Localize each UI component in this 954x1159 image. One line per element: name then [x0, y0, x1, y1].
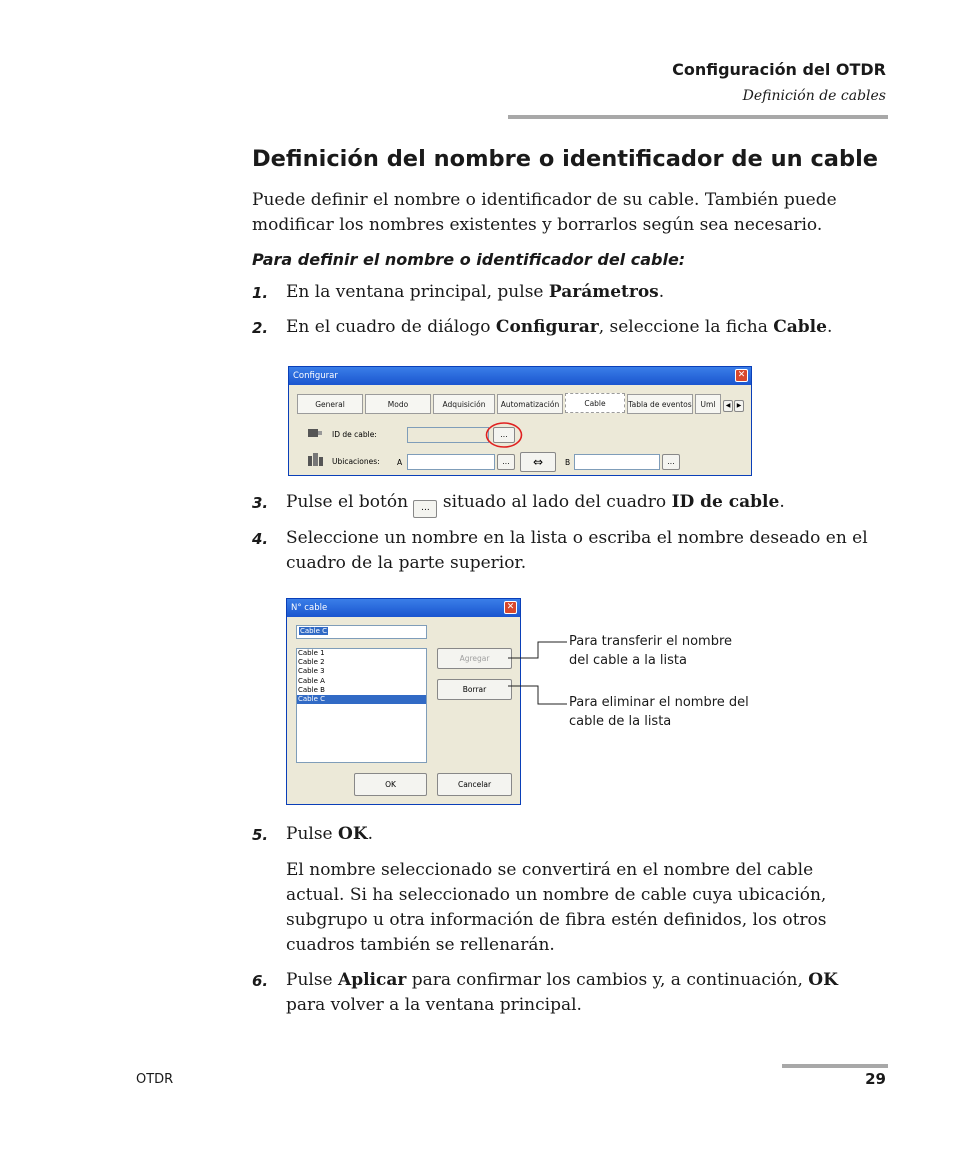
step-2-text: En el cuadro de diálogo Configurar, seleccione la ficha Cable. [286, 317, 833, 337]
inline-browse-button: ... [413, 500, 437, 518]
list-item[interactable]: Cable 3 [298, 667, 325, 676]
callout-delete-line-1: Para eliminar el nombre del [569, 695, 749, 710]
step-1-text: En la ventana principal, pulse Parámetros. [286, 282, 665, 302]
callout-leader-lines [505, 636, 575, 712]
step-4-text: Seleccione un nombre en la lista o escriba el nombre deseado en el cuadro de la parte superior. [286, 528, 868, 573]
tab-automatizacion[interactable]: Automatización [497, 394, 563, 414]
step-5-note: El nombre seleccionado se convertirá en el nombre del cable actual. Si ha seleccionado un nombre de cable cuya ubicación, subgrupo u otra información de fibra estén definidos, los otros cuadros también se rellenarán. [286, 860, 827, 955]
location-a-field[interactable] [407, 454, 495, 470]
page-number: 29 [865, 1070, 886, 1088]
close-icon[interactable]: ✕ [735, 369, 748, 382]
callout-add [569, 632, 732, 670]
location-a-browse-button[interactable]: ... [497, 454, 515, 470]
cable-number-titlebar [287, 599, 520, 617]
footer-rule [782, 1064, 888, 1068]
cable-list[interactable] [296, 648, 427, 763]
step-3-number: 3. [252, 494, 269, 512]
ok-button[interactable]: OK [354, 773, 427, 796]
location-b-field[interactable] [574, 454, 660, 470]
callout-delete [569, 693, 749, 731]
step-5-text: Pulse OK. [286, 824, 374, 844]
tab-cable[interactable]: Cable [565, 393, 625, 413]
list-item-selected[interactable]: Cable C [297, 695, 426, 704]
tab-general[interactable]: General [297, 394, 363, 414]
cable-id-field[interactable] [407, 427, 489, 443]
step-6-text: Pulse Aplicar para confirmar los cambios y, a continuación, OK para volver a la ventana principal. [286, 970, 838, 1015]
list-item[interactable]: Cable 2 [298, 658, 325, 667]
intro-paragraph: Puede definir el nombre o identificador de su cable. También puede modificar los nombres existentes y borrarlos según sea necesario. [252, 190, 837, 235]
tab-adquisicion[interactable]: Adquisición [433, 394, 495, 414]
callout-delete-line-2: cable de la lista [569, 714, 672, 729]
location-b-label: B [565, 458, 571, 467]
step-5-number: 5. [252, 826, 269, 844]
add-button[interactable]: Agregar [437, 648, 512, 669]
cable-name-input-value: Cable C [300, 627, 327, 635]
swap-arrows-icon: ⇔ [532, 455, 544, 469]
swap-locations-button[interactable] [520, 452, 556, 472]
list-item[interactable]: Cable B [298, 685, 325, 694]
tab-modo[interactable]: Modo [365, 394, 431, 414]
tab-scroll-left-icon[interactable]: ◀ [723, 400, 733, 412]
close-icon[interactable]: ✕ [504, 601, 517, 614]
step-2-number: 2. [252, 319, 269, 337]
cable-name-input[interactable] [296, 625, 427, 639]
procedure-title: Para definir el nombre o identificador del cable: [252, 250, 686, 269]
delete-button[interactable]: Borrar [437, 679, 512, 700]
locations-label: Ubicaciones: [332, 457, 380, 466]
cancel-button[interactable]: Cancelar [437, 773, 512, 796]
cable-id-browse-button[interactable]: ... [493, 427, 515, 443]
list-item[interactable]: Cable 1 [298, 649, 325, 657]
tab-tabla-de-eventos[interactable]: Tabla de eventos [627, 394, 693, 414]
configurar-title: Configurar [293, 371, 338, 381]
cable-number-dialog [286, 598, 521, 805]
running-header-chapter: Configuración del OTDR [672, 60, 886, 79]
step-1-number: 1. [252, 284, 269, 302]
configurar-dialog [288, 366, 752, 476]
tab-scroll-right-icon[interactable]: ▶ [734, 400, 744, 412]
list-item[interactable]: Cable A [298, 676, 325, 685]
highlight-circle [485, 421, 523, 449]
step-3-text: Pulse el botón ... situado al lado del cuadro ID de cable. [286, 490, 886, 518]
locations-icon [307, 451, 325, 467]
running-header-section: Definición de cables [742, 88, 886, 104]
footer-product: OTDR [136, 1072, 174, 1087]
cable-id-label: ID de cable: [332, 430, 377, 439]
cable-number-title: N° cable [291, 603, 328, 613]
location-b-browse-button[interactable]: ... [662, 454, 680, 470]
header-rule [508, 115, 888, 119]
tab-uml[interactable]: Uml [695, 394, 721, 414]
step-6-number: 6. [252, 972, 269, 990]
callout-add-line-1: Para transferir el nombre [569, 634, 733, 649]
configurar-titlebar [289, 367, 751, 385]
callout-add-line-2: del cable a la lista [569, 653, 687, 668]
step-4-number: 4. [252, 530, 269, 548]
cable-icon [307, 427, 323, 439]
section-title: Definición del nombre o identificador de un cable [252, 146, 879, 172]
location-a-label: A [397, 458, 403, 467]
